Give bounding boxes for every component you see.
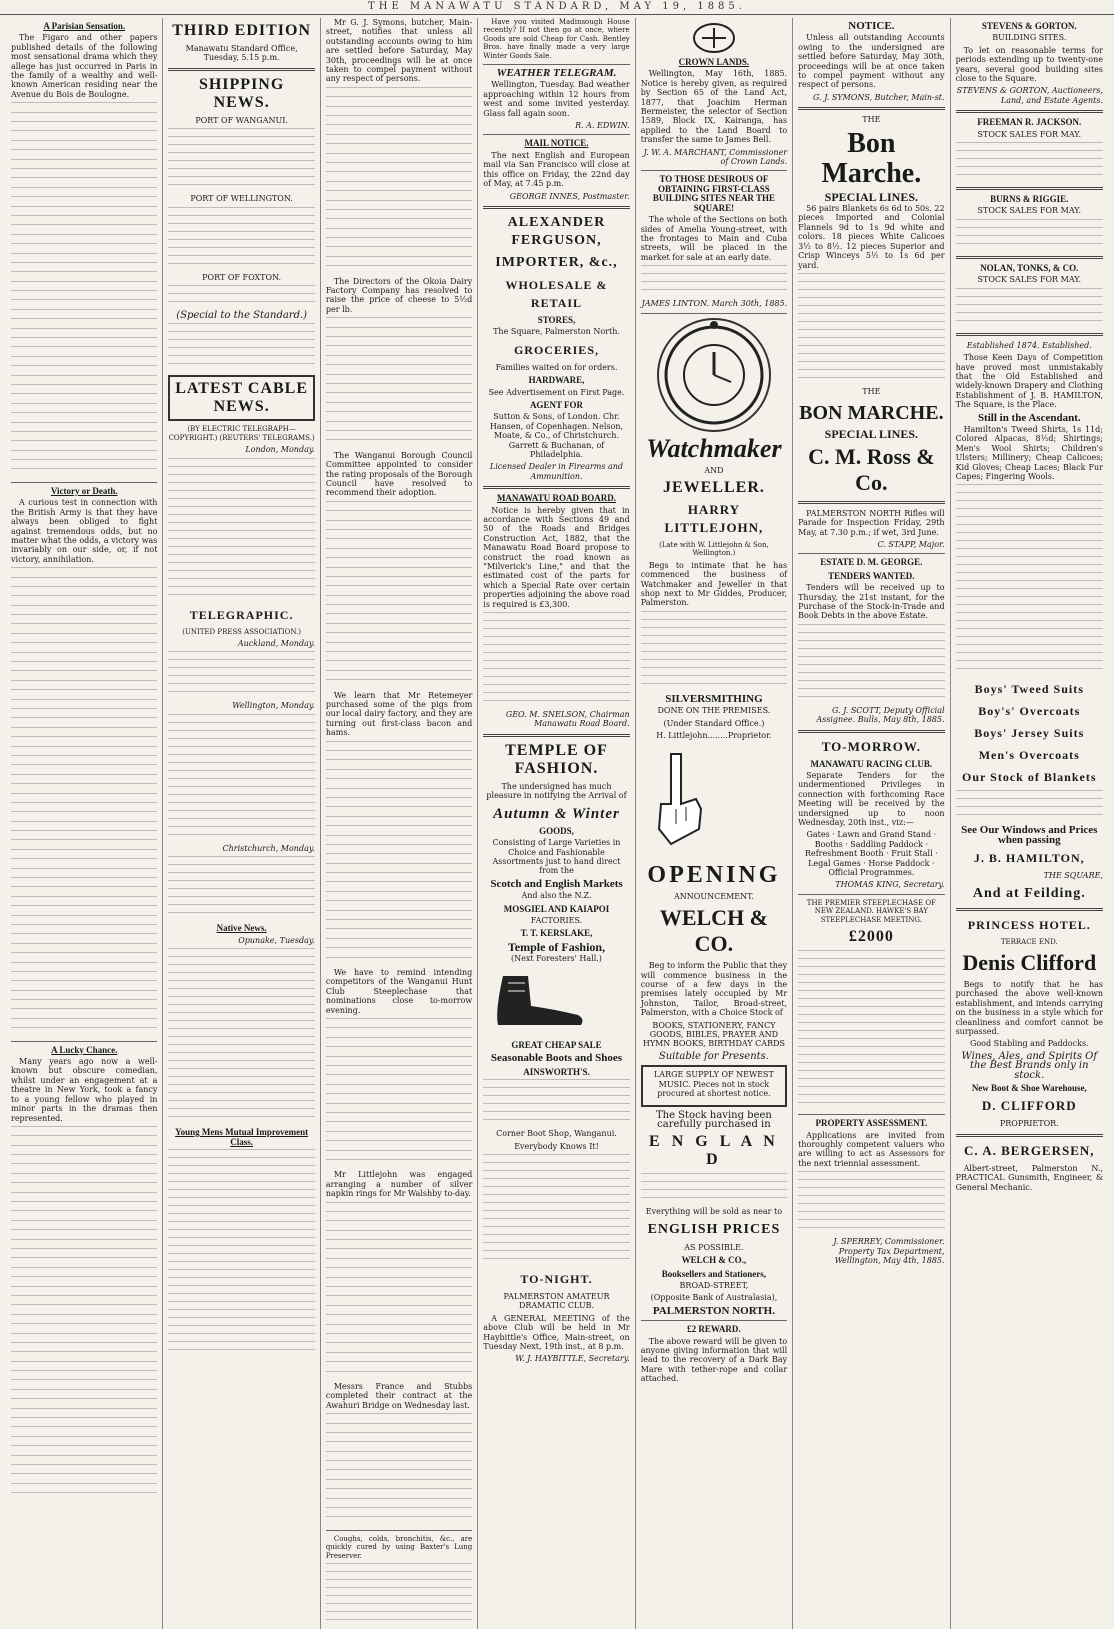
notice-heading: NOTICE. [848,20,895,32]
temple-sub: Temple of Fashion, [507,939,606,954]
third-edition-heading: THIRD EDITION [172,22,312,39]
welch-heading: WELCH & CO. [659,905,769,957]
books-list: BOOKS, STATIONERY, FANCY GOODS, BIBLES, PRAYER AND HYMN BOOKS, BIRTHDAY CARDS [642,1020,785,1049]
wines: Wines, Ales, and Spirits Of the Best Brands only in stock. [961,1050,1098,1081]
princess-hotel: PRINCESS HOTEL. [967,917,1091,932]
silver-sub: DONE ON THE PREMISES. [657,706,771,716]
and-word: AND [704,465,724,475]
agent-heading: AGENT FOR [529,399,584,410]
mens-overcoats: Men's Overcoats [978,748,1080,763]
denis-text: Begs to notify that he has purchased the above well-known establishment, and intends carrying on the business in a style which for cleanliness and comfort cannot be surpassed. [955,980,1103,1037]
ferguson-name: ALEXANDER FERGUSON, [507,214,606,248]
ferguson-sub: WHOLESALE & RETAIL [505,277,608,310]
column-2 [163,18,320,1629]
broad-street: BROAD-STREET, [679,1280,749,1290]
boys-tweed: Boys' Tweed Suits [974,682,1084,697]
shipping-heading: SHIPPING NEWS. [198,75,285,111]
property-sign: J. SPERREY, Commissioner. Property Tax Department, Wellington, May 4th, 1885. [833,1237,945,1265]
columns [6,18,1108,1560]
mosgiel: MOSGIEL AND KAIAPOI [503,903,610,914]
column-6 [793,18,950,1629]
welch-text: Beg to inform the Public that they will commence business in the course of a few days in the premises lately occupied by Mr Johnston, Tailor, Broad-street, Palmerston, with a Choice Stock of [640,961,788,1018]
property-heading: PROPERTY ASSESSMENT. [815,1118,928,1129]
racing-items: Gates · Lawn and Grand Stand · Booths · Saddling Paddock · Refreshment Booth · Fruit Stall · Legal Games · Horse Paddock · Official Programmes. [804,830,938,878]
stevens-heading: STEVENS & GORTON. [981,21,1077,31]
feilding: And at Feilding. [972,885,1086,901]
port-wanganui: PORT OF WANGANUI. [195,115,288,125]
stock-line: The Stock having been carefully purchased in [655,1109,772,1130]
local-item-okoia: The Directors of the Okoia Dairy Factory Company has resolved to raise the price of cheese to 5½d per lb. [325,276,473,314]
tenders-sign: G. J. SCOTT, Deputy Official Assignee. Bulls, May 8th, 1885. [816,705,945,725]
dramatic-club: PALMERSTON AMATEUR DRAMATIC CLUB. [503,1292,610,1311]
masthead: THE MANAWATU STANDARD, MAY 19, 1885. [0,0,1114,15]
local-item-retemeyer: We learn that Mr Retemeyer purchased some of the pigs from our local dairy factory, and they are turning out first-class bacon and hams. [325,690,473,738]
column-4 [478,18,635,1629]
article-text-parisian: The Figaro and other papers published details of the following most sensational drama which they allege has just occurred in Paris in the family of a wealthy and well-known American residing near the Avenue du Bois de Boulogne. [11,33,158,99]
crown-lands-text: Wellington, May 16th, 1885. Notice is hereby given, as required by Section 65 of the Land Act, 1877, that Joachim Herman Bermeister, the selector of Section 1589, Block IX, Kairanga, has applied to the Land Board to transfer the same to James Bell. [640,69,788,145]
article-heading-parisian: A Parisian Sensation. [43,21,126,31]
welch-sign: WELCH & CO., [681,1255,747,1266]
harry-name: HARRY LITTLEJOHN, [664,501,764,535]
music-box [641,1065,787,1106]
column-3 [321,18,478,1629]
ferguson-stores: STORES, [537,314,576,325]
dateline-christchurch: Christchurch, Monday. [222,843,315,853]
agent-list: Sutton & Sons, of London. Chr. Hansen, of Copenhagen. Nelson, Moate, & Co., of Christchurch. Garrett & Buchanan, of Philadelphia. [489,412,624,459]
keen-days: Those Keen Days of Competition have proved most unmistakably that the Old Established and widely-known Drapery and Clothing Establishment of J. B. HAMILTON, The Square, is the Place. [955,353,1103,410]
stock-sales-3: STOCK SALES FOR MAY. [977,275,1082,285]
sale-heading: GREAT CHEAP SALE [511,1039,602,1050]
bergersen: C. A. BERGERSEN, [964,1142,1095,1158]
ad-baxter: Coughs, colds, bronchitis, &c., are quickly cured by using Baxter's Lung Preserver. [325,1534,473,1560]
tenders-text: Tenders will be received up to Thursday, the 21st instant, for the Purchase of the Stock-in-Trade and Book Debts in the above Estate. [798,583,945,621]
article-heading-victory: Victory or Death. [50,485,118,496]
nolan-heading: NOLAN, TONKS, & CO. [980,262,1079,273]
england: E N G L A N D [649,1133,779,1169]
sites-text: To let on reasonable terms for periods extending up to twenty-one years, several good building sites close to the Square. [955,45,1103,84]
bon-lines: 56 pairs Blankets 6s 6d to 50s. 22 pieces Imported and Colonial Flannels 9d to 1s 9d white and colors. 18 pieces White Calicoes 3½ to 8½. 12 pieces Superior and Crisp Winceys 5½ to 1s 6d per yard. [798,204,945,270]
bon-marche-heading: Bon Marche. [821,127,922,189]
temple-next: (Next Foresters' Hall.) [511,954,602,964]
bon-the-2: THE [862,386,881,396]
silver-addr: (Under Standard Office.) [663,718,765,728]
proprietor-line: H. Littlejohn........Proprietor. [656,731,772,740]
body-text-block [11,567,157,1037]
temple-heading: TEMPLE OF FASHION. [505,741,608,777]
notice-sign: G. J. SYMONS, Butcher, Main-st. [813,92,945,102]
licensed: Licensed Dealer in Firearms and Ammunition. [489,462,624,481]
new-boot: New Boot & Shoe Warehouse, [971,1083,1087,1094]
telegraphic-heading: TELEGRAPHIC. [189,607,294,622]
weather-heading: WEATHER TELEGRAM. [496,67,617,80]
special-line: (Special to the Standard.) [176,310,308,322]
terrace-end: TERRACE END. [1000,937,1058,946]
prize: £2000 [848,928,894,946]
bergersen-text: Albert-street, Palmerston N., PRACTICAL Gunsmith, Engineer, & General Mechanic. [955,1163,1103,1192]
also: And also the N.Z. [521,891,592,901]
hamilton-rows: Hamilton's Tweed Shirts, 1s 11d; Colored Alpacas, 8½d; Shirtings; Men's Wool Shirts; Children's Ulsters; Millinery; Cheap Calicoes; Kid Gloves; Cheap Laces; Black Fur Capes; Fingering Wools. [955,424,1103,481]
everything-line: Everything will be sold as near to [645,1207,783,1217]
column-5 [636,18,793,1629]
established: Established 1874. Established. [966,340,1092,350]
windows: See Our Windows and Prices when passing [961,824,1098,846]
temple-intro: The undersigned has much pleasure in notifying the Arrival of [486,781,627,801]
crown-lands-sign: J. W. A. MARCHANT, Commissioner of Crown Lands. [643,147,788,167]
crest-icon [674,20,754,54]
special-lines-2: SPECIAL LINES. [824,427,919,442]
hardware-sub: See Advertisement on First Page. [488,387,625,397]
everybody: Everybody Knows It! [514,1141,599,1151]
still-ascendant: Still in the Ascendant. [977,411,1081,424]
palmerston-north: PALMERSTON NORTH. [652,1304,775,1317]
paddocks: Good Stabling and Paddocks. [969,1039,1089,1049]
watch-emblem-icon [657,318,771,432]
steeplechase: THE PREMIER STEEPLECHASE OF NEW ZEALAND. HAWKE'S BAY STEEPLECHASE MEETING. [806,898,936,924]
building-sites: BUILDING SITES. [992,33,1067,43]
dramatic-text: A GENERAL MEETING of the above Club will be held in Mr Haybittle's Office, Main-street, on Tuesday Next, 19th inst., at 8 p.m. [483,1313,630,1352]
d-clifford: D. CLIFFORD [981,1098,1077,1114]
local-item-hunt: We have to remind intending competitors of the Wanganui Hunt Club Steeplechase that nominations close to-morrow evening. [325,968,473,1015]
road-board-heading: MANAWATU ROAD BOARD. [496,493,617,504]
bentley-notice: Have you visited Madinsough House recently? If not then go at once, where Goods are sold Cheap for Cash. Bentley Bros. have finally made a very large Winter Goods Sale. [483,18,630,60]
article-text-victory: A curious test in connection with the British Army is that they have always been obliged to fight against tremendous odds, but no matter what the odds, a victory was invariably on our side, or, if not victory, annihilation. [11,498,158,564]
freeman-heading: FREEMAN R. JACKSON. [977,117,1082,128]
harry-sub: (Late with W. Littlejohn & Son, Wellington.) [659,540,769,558]
dateline-wellington: Wellington, Monday. [232,701,315,711]
port-foxton: PORT OF FOXTON. [202,272,282,282]
ferguson-addr: The Square, Palmerston North. [493,327,620,337]
road-board-text: Notice is hereby given that in accordance with Sections 49 and 50 of the Roads and Bridges Construction Act, 1882, that the Manawatu Road Board propose to construct the road known as "Milverick's Line," and that the estimated cost of the parts for which a Special Rate over certain properties adjoining the above road is required is £3,300. [483,505,630,609]
dramatic-sign: W. J. HAYBITTLE, Secretary. [515,1354,630,1364]
tomorrow-heading: TO-MORROW. [821,738,921,754]
weather-sign: R. A. EDWIN. [575,121,630,131]
local-item-borough: The Wanganui Borough Council Committee appointed to consider the rating proposals of the Borough Council have resolved to recommend their adoption. [325,450,473,498]
ferguson-title: IMPORTER, &c., [495,254,618,270]
silver-heading: SILVERSMITHING [665,692,763,705]
sites-text: The whole of the Sections on both sides of Amelia Young-street, with the frontages to Main and Cuba streets, will be placed in the market for sale at an early date. [640,215,788,262]
column-7 [951,18,1108,1629]
opposite-bank: (Opposite Bank of Australasia), [650,1293,778,1303]
native-news-heading: Native News. [216,923,267,934]
dateline-auckland: Auckland, Monday. [237,639,315,649]
weather-text: Wellington, Tuesday. Bad weather approaching within 12 hours from west and some invited yesterday. Glass fall again soon. [483,80,630,118]
article-text-lucky: Many years ago now a well-known but obscure comedian, whilst under an engagement at a theatre in New York, took a fancy to a young fellow who played in minor parts in the dramas then represented. [11,1057,158,1123]
notice-text: Unless all outstanding Accounts owing to the undersigned are settled before Saturday, May 30th, proceedings will be at once taken to compel payment without any respect of persons. [798,33,945,90]
goods-sub: Consisting of Large Varieties in Choice and Fashionable Assortments just to hand direct from the [492,838,621,876]
ainsworth: AINSWORTH'S. [523,1066,590,1077]
port-wellington: PORT OF WELLINGTON. [190,194,293,204]
column-1 [6,18,163,1629]
dateline-opunake: Opunake, Tuesday. [238,935,315,945]
rifles-sign: C. STAPP, Major. [877,539,945,549]
ross-heading: C. M. Ross & Co. [808,443,935,495]
boot-icon [483,971,593,1031]
watchmaker-heading: Watchmaker [646,433,782,463]
racing-heading: MANAWATU RACING CLUB. [810,758,933,769]
boys-jersey: Boys' Jersey Suits [974,726,1085,741]
mail-sign: GEORGE INNES, Postmaster. [509,191,630,201]
goods: GOODS, [539,825,574,836]
article-heading-lucky: A Lucky Chance. [51,1044,118,1055]
local-item-symons: Mr G. J. Symons, butcher, Main-street, notifies that unless all outstanding accounts owing to him are settled before Saturday, May 30th, proceedings will be at once taken to compel payment without any respect of persons. [325,18,473,84]
body-text-block [11,102,157,478]
burns-heading: BURNS & RIGGIE. [990,194,1069,205]
racing-sign: THOMAS KING, Secretary. [835,880,945,890]
corner-shop: Corner Boot Shop, Wanganui. [496,1129,617,1139]
sites-sign: STEVENS & GORTON, Auctioneers, Land, and Estate Agents. [956,86,1103,105]
square: THE SQUARE, [1043,871,1103,881]
markets: Scotch and English Markets [490,877,623,890]
cable-source: (BY ELECTRIC TELEGRAPH—COPYRIGHT.) (REUTERS' TELEGRAMS.) [168,425,315,442]
boys-overcoats: Boy's' Overcoats [978,704,1081,719]
reward-heading: £2 REWARD. [687,1324,741,1335]
mail-text: The next English and European mail via San Francisco will close at this office on Friday, the 22nd day of May, at 7.45 p.m. [483,150,630,189]
harry-text: Begs to intimate that he has commenced the business of Watchmaker and Jeweller in that shop next to Mr Giddes, Producer, Palmerston. [640,560,788,608]
pointing-hand-icon [641,749,721,849]
blankets: Our Stock of Blankets [962,770,1097,785]
cable-heading-box [168,375,314,421]
sites-sign: JAMES LINTON. March 30th, 1885. [641,299,788,309]
proprietor: PROPRIETOR. [999,1119,1059,1129]
opening-heading: OPENING [647,861,781,888]
special-lines: SPECIAL LINES. [824,189,919,204]
kerslake: T. T. KERSLAKE, [520,928,593,939]
sites-heading: TO THOSE DESIROUS OF OBTAINING FIRST-CLASS BUILDING SITES NEAR THE SQUARE! [652,174,775,213]
rifles-text: PALMERSTON NORTH Rifles will Parade for Inspection Friday, 29th May, at 7.30 p.m.; if wet, 3rd June. [798,508,945,537]
groceries: GROCERIES, [513,342,599,357]
tenders-heading: TENDERS WANTED. [828,570,915,581]
hardware: HARDWARE, [528,375,585,386]
crown-lands-heading: CROWN LANDS. [678,57,750,67]
road-board-sign: GEO. M. SNELSON, Chairman Manawatu Road Board. [505,710,630,729]
denis-clifford: Denis Clifford [962,950,1097,975]
booksellers: Booksellers and Stationers, [661,1268,767,1279]
tonight: TO-NIGHT. [520,1272,593,1286]
dateline-london: London, Monday. [245,445,315,455]
cable-heading: LATEST CABLE NEWS. [175,380,309,416]
estate-heading: ESTATE D. M. GEORGE. [820,557,923,568]
racing-text: Separate Tenders for the undermentioned Privileges in connection with forthcoming Race Meeting will be received by the undersigned up to noon Wednesday, 20th inst., viz:— [798,771,945,828]
mail-heading: MAIL NOTICE. [524,138,589,149]
office-line: Manawatu Standard Office, Tuesday, 5.15 p.m. [185,44,298,63]
local-item-bridge: Messrs France and Stubbs completed their contract at the Awahuri Bridge on Wednesday last. [325,1381,473,1410]
reward-text: The above reward will be given to anyone giving information that will lead to the recovery of a Dark Bay Mare with tether-rope and collar attached. [640,1336,788,1384]
stock-sales-1: STOCK SALES FOR MAY. [977,129,1082,139]
local-item-littlejohn: Mr Littlejohn was engaged arranging a number of silver napkin rings for Mr Walshby to-day. [325,1170,473,1199]
factories: FACTORIES. [530,915,583,925]
stock-sales-2: STOCK SALES FOR MAY. [977,206,1082,216]
sale-sub: Seasonable Boots and Shoes [490,1052,623,1065]
body-text-block [11,1126,157,1502]
presents: Suitable for Presents. [658,1050,769,1062]
jeweller-heading: JEWELLER. [662,478,765,496]
music-text: LARGE SUPPLY OF NEWEST MUSIC. Pieces not in stock procured at shortest notice. [653,1070,774,1099]
possible: AS POSSIBLE. [684,1242,744,1252]
announcement: ANNOUNCEMENT. [674,891,754,901]
young-mens-heading: Young Mens Mutual Improvement Class. [175,1127,309,1147]
groceries-sub: Families waited on for orders. [495,362,618,372]
property-text: Applications are invited from thoroughly competent valuers who are willing to act as Assessors for the next triennial assessment. [798,1130,945,1168]
bon-the: THE [862,115,881,125]
english-prices: ENGLISH PRICES [647,1221,781,1237]
autumn-winter: Autumn & Winter [493,805,620,822]
bon-marche-2: BON MARCHE. [799,402,944,425]
assoc-line: (UNITED PRESS ASSOCIATION.) [182,627,302,636]
jb-hamilton: J. B. HAMILTON, [973,851,1085,866]
